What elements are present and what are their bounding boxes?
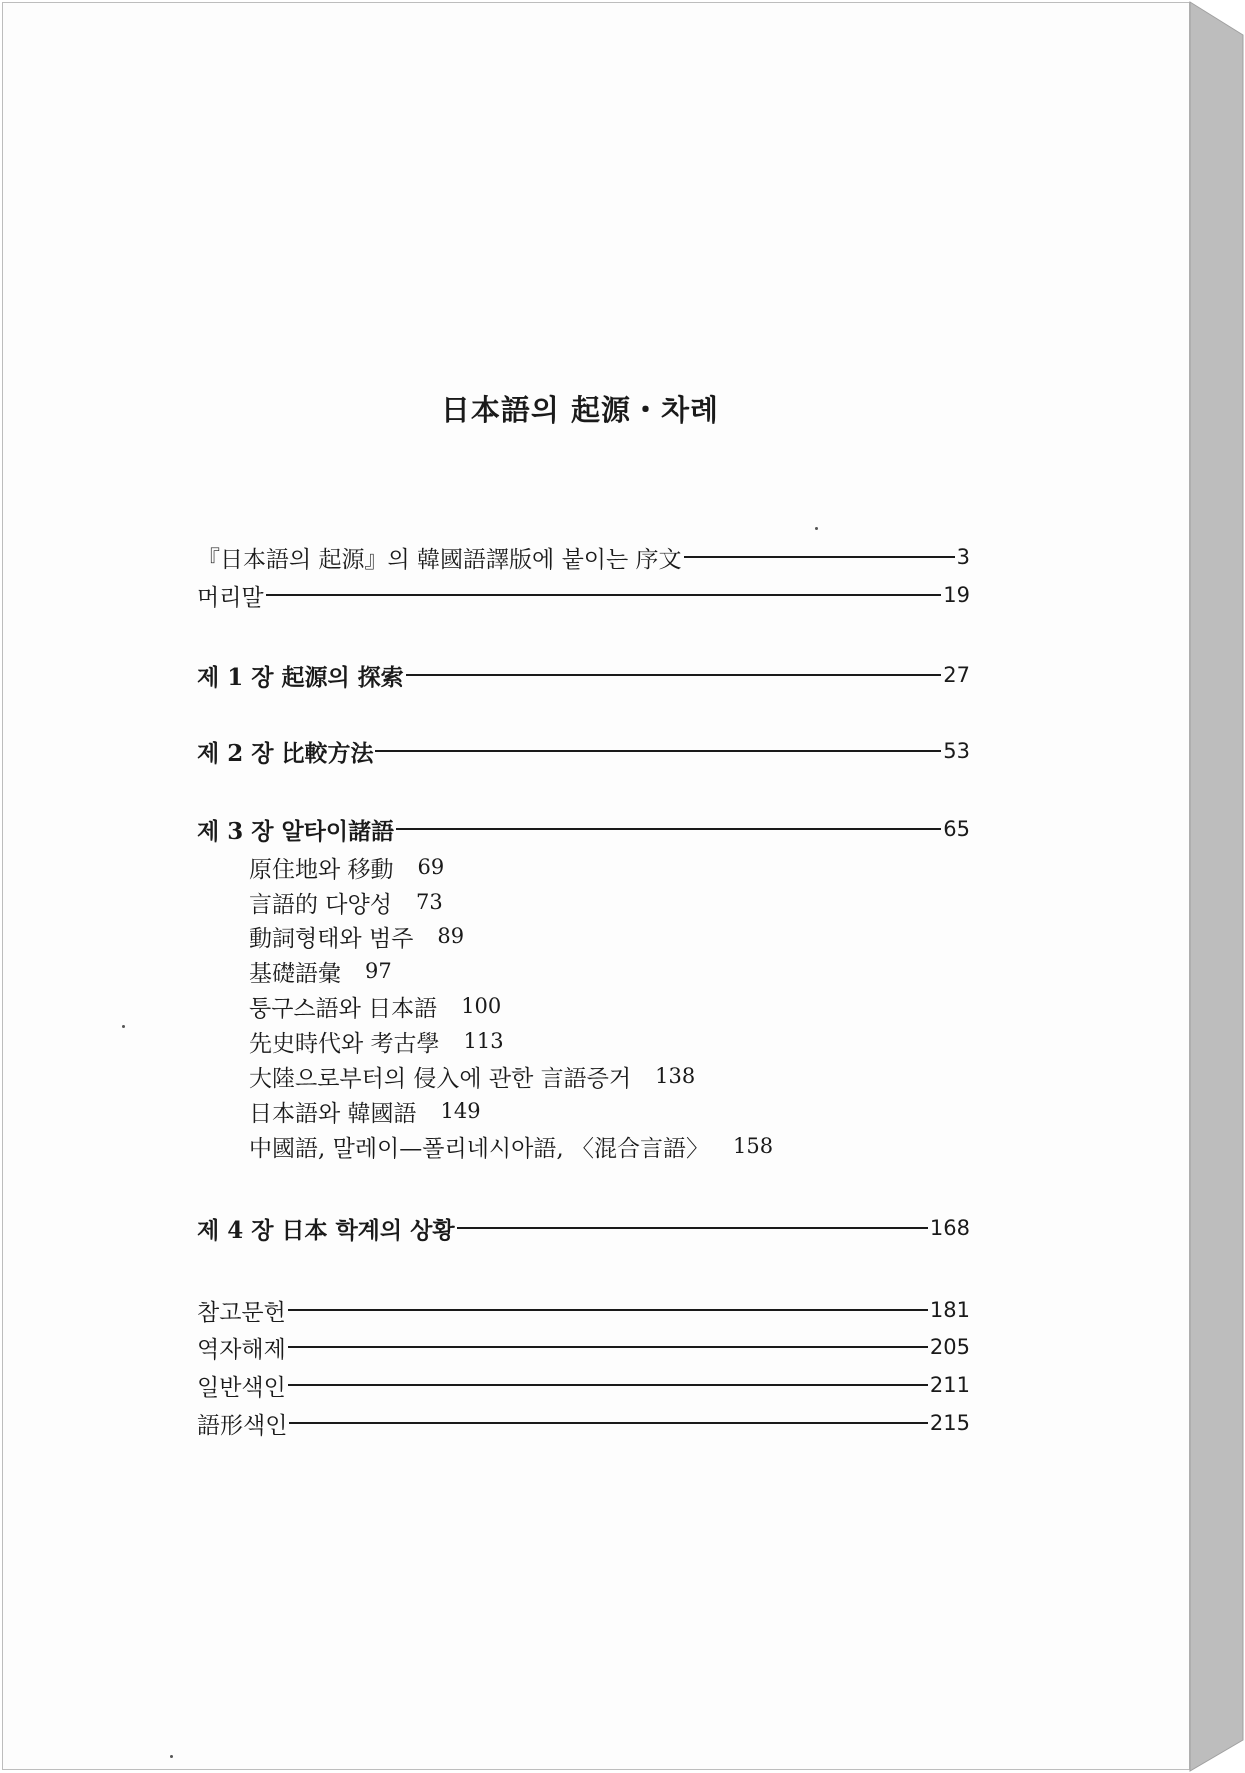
toc-subsection[interactable]	[249, 919, 464, 953]
toc-page-number: 205	[929, 1335, 970, 1359]
toc-leader-line	[289, 1422, 927, 1424]
toc-sub-page: 113	[463, 1029, 504, 1053]
toc-leader-line	[396, 828, 941, 830]
toc-leader-line	[457, 1227, 928, 1229]
toc-sub-label: 中國語, 말레이—폴리네시아語, 〈混合言語〉	[249, 1135, 709, 1162]
toc-label: 머리말	[197, 584, 264, 611]
toc-leader-line	[375, 750, 941, 752]
toc-page-number: 53	[943, 739, 970, 763]
toc-leader-line	[684, 556, 955, 558]
toc-sub-page: 158	[733, 1134, 774, 1158]
toc-row-word-form-index[interactable]	[197, 1406, 970, 1440]
toc-label: 역자해제	[197, 1336, 286, 1363]
toc-leader-line	[288, 1384, 928, 1386]
toc-label: 제 2 장 比較方法	[197, 739, 374, 767]
toc-leader-line	[406, 674, 942, 676]
scan-speck	[122, 1025, 125, 1028]
toc-page-number: 211	[929, 1373, 970, 1397]
toc-sub-label: 大陸으로부터의 侵入에 관한 言語증거	[249, 1065, 632, 1092]
toc-page-number: 215	[929, 1411, 970, 1435]
toc-sub-page: 73	[415, 890, 443, 914]
toc-label: 제 1 장 起源의 探索	[197, 663, 404, 691]
toc-sub-label: 動詞형태와 범주	[249, 925, 414, 952]
toc-subsection[interactable]	[249, 1094, 481, 1128]
toc-sub-page: 100	[461, 994, 502, 1018]
toc-page-number: 3	[956, 545, 970, 569]
toc-subsection[interactable]	[249, 885, 443, 919]
toc-subsection[interactable]	[249, 1059, 695, 1093]
toc-row-chapter-2[interactable]	[197, 734, 970, 768]
toc-sub-page: 89	[437, 924, 465, 948]
toc-leader-line	[288, 1346, 928, 1348]
toc-subsection[interactable]	[249, 954, 392, 988]
page-title: 日本語의 起源・차례	[440, 393, 720, 427]
toc-row-chapter-3[interactable]	[197, 812, 970, 846]
toc-row-translator-note[interactable]	[197, 1330, 970, 1364]
toc-leader-line	[288, 1309, 928, 1311]
toc-subsection[interactable]	[249, 989, 501, 1023]
toc-page-number: 27	[943, 663, 970, 687]
toc-label: 『日本語의 起源』의 韓國語譯版에 붙이는 序文	[197, 546, 682, 573]
toc-row-foreword[interactable]	[197, 578, 970, 612]
toc-sub-page: 97	[365, 959, 392, 983]
toc-sub-label: 基礎語彙	[249, 960, 341, 987]
toc-subsection[interactable]	[249, 850, 444, 884]
toc-row-general-index[interactable]	[197, 1368, 970, 1402]
toc-sub-label: 日本語와 韓國語	[249, 1100, 417, 1127]
toc-sub-page: 69	[417, 855, 445, 879]
toc-sub-label: 言語的 다양성	[249, 891, 392, 918]
toc-label: 일반색인	[197, 1374, 286, 1401]
toc-label: 語形색인	[197, 1412, 288, 1439]
toc-page-number: 181	[929, 1298, 970, 1322]
toc-sub-label: 原住地와 移動	[249, 856, 394, 883]
scan-speck	[170, 1755, 173, 1758]
toc-page-number: 65	[943, 817, 970, 841]
toc-subsection[interactable]	[249, 1024, 504, 1058]
toc-sub-page: 149	[440, 1099, 481, 1123]
toc-sub-label: 先史時代와 考古學	[249, 1030, 440, 1057]
toc-label: 제 4 장 日本 학계의 상황	[197, 1216, 455, 1244]
scan-speck	[815, 527, 818, 530]
toc-sub-page: 138	[655, 1064, 696, 1088]
toc-subsection[interactable]	[249, 1129, 773, 1163]
toc-sub-label: 퉁구스語와 日本語	[249, 995, 438, 1022]
toc-row-references[interactable]	[197, 1293, 970, 1327]
toc-label: 참고문헌	[197, 1299, 286, 1326]
toc-label: 제 3 장 알타이諸語	[197, 817, 395, 845]
toc-page-number: 168	[929, 1216, 970, 1240]
toc-page-number: 19	[943, 583, 970, 607]
toc-row-chapter-1[interactable]	[197, 658, 970, 692]
toc-row-preface[interactable]	[197, 540, 970, 574]
toc-row-chapter-4[interactable]	[197, 1211, 970, 1245]
toc-leader-line	[266, 594, 942, 596]
